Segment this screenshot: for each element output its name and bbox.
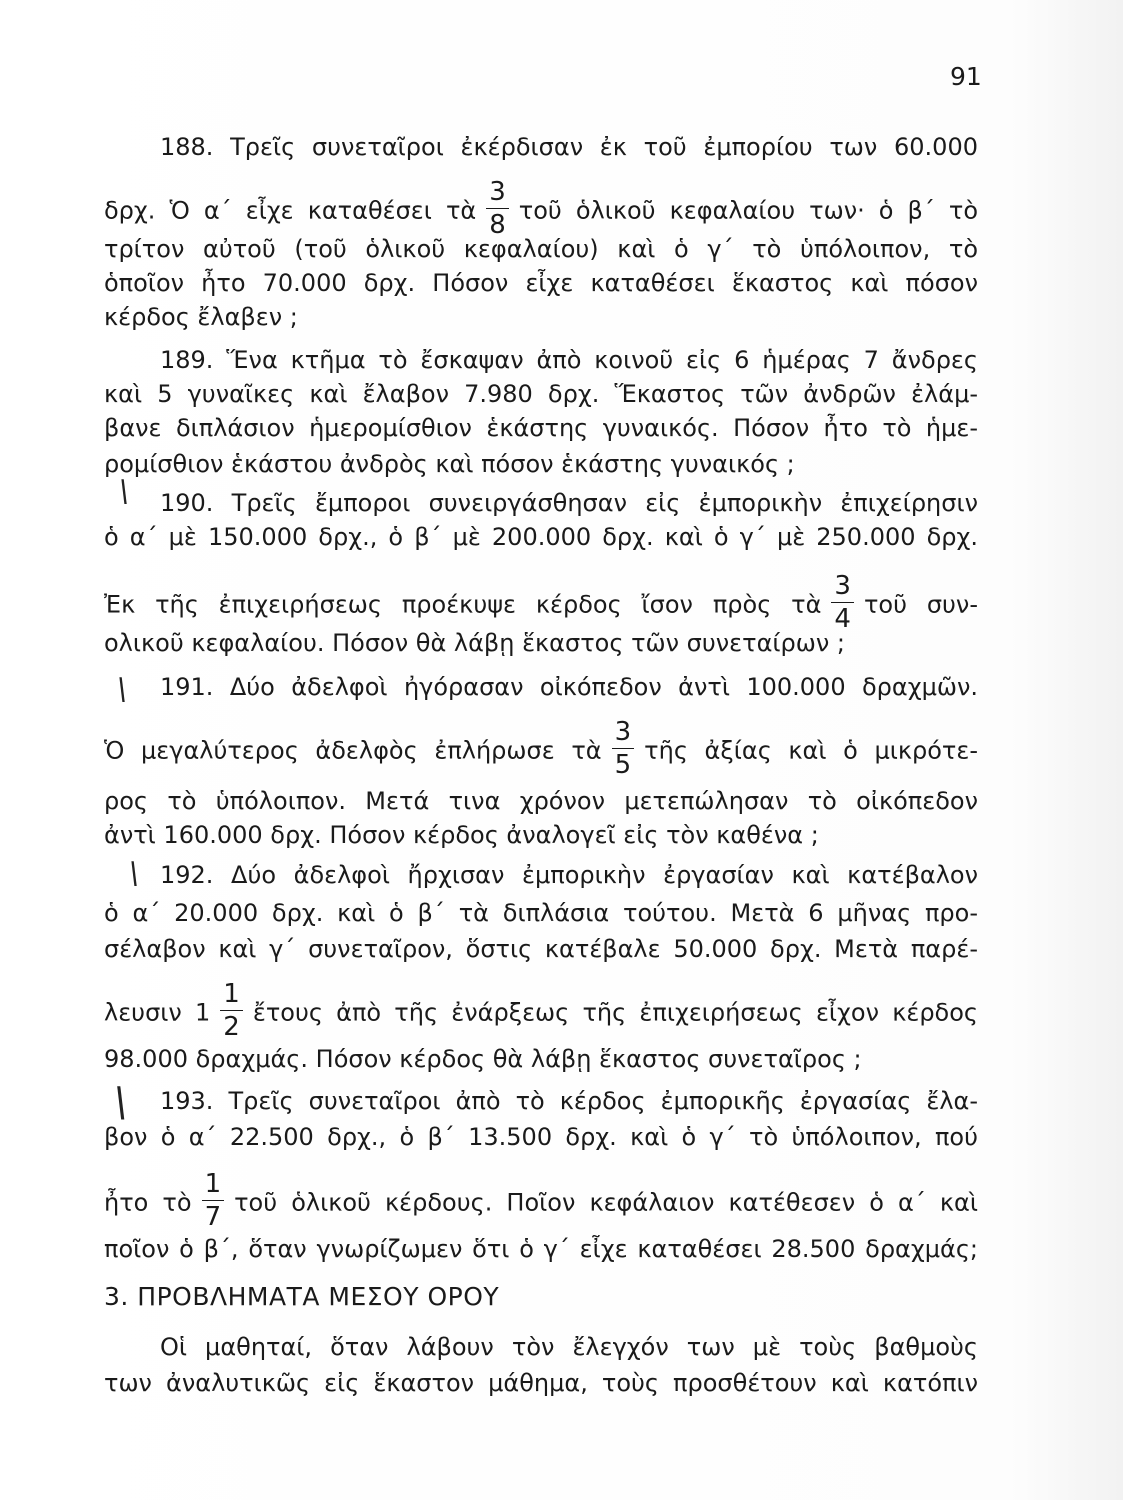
text-line: 189. Ἕνα κτῆμα τὸ ἔσκαψαν ἀπὸ κοινοῦ εἰς 6 ἡμέρας 7 ἄνδρες: [160, 346, 978, 374]
text-line: 193. Τρεῖς συνεταῖροι ἀπὸ τὸ κέρδος ἐμπορικῆς ἐργασίας ἔλα-: [160, 1087, 978, 1115]
text-line: καὶ 5 γυναῖκες καὶ ἔλαβον 7.980 δρχ. Ἕκαστος τῶν ἀνδρῶν ἐλάμ-: [104, 380, 978, 408]
text-line: Ὁ μεγαλύτερος ἀδελφὸς ἐπλήρωσε τὰ $\frac{3}{5}$ τῆς ἀξίας καὶ ὁ μικρότε-: [104, 717, 978, 780]
fraction-1-7: $\frac{1}{7}$: [202, 1171, 225, 1230]
text-line: 192. Δύο ἀδελφοὶ ἤρχισαν ἐμπορικὴν ἐργασίαν καὶ κατέβαλον: [160, 861, 978, 889]
text-line: ὁ α΄ μὲ 150.000 δρχ., ὁ β΄ μὲ 200.000 δρχ. καὶ ὁ γ΄ μὲ 250.000 δρχ.: [104, 523, 978, 551]
text-line: Ἐκ τῆς ἐπιχειρήσεως προέκυψε κέρδος ἴσον πρὸς τὰ $\frac{3}{4}$ τοῦ συν-: [104, 571, 978, 634]
fraction-3-8: $\frac{3}{8}$: [486, 179, 509, 238]
text-line: 98.000 δραχμάς. Πόσον κέρδος θὰ λάβῃ ἕκαστος συνεταῖρος ;: [104, 1045, 862, 1073]
text-line: ἀντὶ 160.000 δρχ. Πόσον κέρδος ἀναλογεῖ εἰς τὸν καθένα ;: [104, 821, 819, 849]
text-line: ρος τὸ ὑπόλοιπον. Μετά τινα χρόνον μετεπώλησαν τὸ οἰκόπεδον: [104, 787, 978, 815]
text-line: βον ὁ α΄ 22.500 δρχ., ὁ β΄ 13.500 δρχ. καὶ ὁ γ΄ τὸ ὑπόλοιπον, πού: [104, 1123, 978, 1151]
text-line: 188. Τρεῖς συνεταῖροι ἐκέρδισαν ἐκ τοῦ ἐμπορίου των 60.000: [160, 133, 978, 161]
text-line: ἦτο τὸ $\frac{1}{7}$ τοῦ ὁλικοῦ κέρδους. Ποῖον κεφάλαιον κατέθεσεν ὁ α΄ καὶ: [104, 1169, 978, 1232]
fraction-3-4: $\frac{3}{4}$: [831, 573, 854, 632]
text-line: 191. Δύο ἀδελφοὶ ἠγόρασαν οἰκόπεδον ἀντὶ 100.000 δραχμῶν.: [160, 673, 978, 701]
text-line: δρχ. Ὁ α΄ εἶχε καταθέσει τὰ $\frac{3}{8}$ τοῦ ὁλικοῦ κεφαλαίου των· ὁ β΄ τὸ: [104, 177, 979, 240]
text-line: 190. Τρεῖς ἔμποροι συνειργάσθησαν εἰς ἐμπορικὴν ἐπιχείρησιν: [160, 489, 978, 517]
handwritten-check-mark: \: [119, 474, 130, 509]
handwritten-check-mark: \: [117, 672, 128, 707]
fraction-3-5: $\frac{3}{5}$: [612, 719, 635, 778]
text-line: Οἱ μαθηταί, ὅταν λάβουν τὸν ἔλεγχόν των μὲ τοὺς βαθμοὺς: [160, 1333, 978, 1361]
text-line: βανε διπλάσιον ἡμερομίσθιον ἑκάστης γυναικός. Πόσον ἦτο τὸ ἡμε-: [104, 414, 978, 442]
section-heading: 3. ΠΡΟΒΛΗΜΑΤΑ ΜΕΣΟΥ ΟΡΟΥ: [104, 1282, 500, 1311]
text-line: ὁποῖον ἦτο 70.000 δρχ. Πόσον εἶχε καταθέσει ἕκαστος καὶ πόσον: [104, 269, 978, 297]
text-line: ὁ α΄ 20.000 δρχ. καὶ ὁ β΄ τὰ διπλάσια τούτου. Μετὰ 6 μῆνας προ-: [104, 899, 978, 927]
page-number: 91: [950, 62, 982, 91]
text-line: σέλαβον καὶ γ΄ συνεταῖρον, ὅστις κατέβαλε 50.000 δρχ. Μετὰ παρέ-: [104, 935, 978, 963]
fraction-1-2: $\frac{1}{2}$: [220, 981, 243, 1040]
text-line: τρίτον αὐτοῦ (τοῦ ὁλικοῦ κεφαλαίου) καὶ ὁ γ΄ τὸ ὑπόλοιπον, τὸ: [104, 235, 978, 263]
text-line: ποῖον ὁ β΄, ὅταν γνωρίζωμεν ὅτι ὁ γ΄ εἶχε καταθέσει 28.500 δραχμάς;: [104, 1235, 978, 1263]
text-line: ολικοῦ κεφαλαίου. Πόσον θὰ λάβῃ ἕκαστος τῶν συνεταίρων ;: [104, 629, 845, 657]
text-line: λευσιν 1 $\frac{1}{2}$ ἔτους ἀπὸ τῆς ἐνάρξεως τῆς ἐπιχειρήσεως εἶχον κέρδος: [104, 979, 979, 1042]
text-line: κέρδος ἔλαβεν ;: [104, 303, 298, 331]
text-line: ρομίσθιον ἑκάστου ἀνδρὸς καὶ πόσον ἑκάστης γυναικός ;: [104, 450, 795, 478]
handwritten-check-mark: \: [129, 856, 140, 891]
text-line: των ἀναλυτικῶς εἰς ἕκαστον μάθημα, τοὺς προσθέτουν καὶ κατόπιν: [104, 1369, 978, 1397]
handwritten-check-mark: \: [114, 1080, 128, 1126]
